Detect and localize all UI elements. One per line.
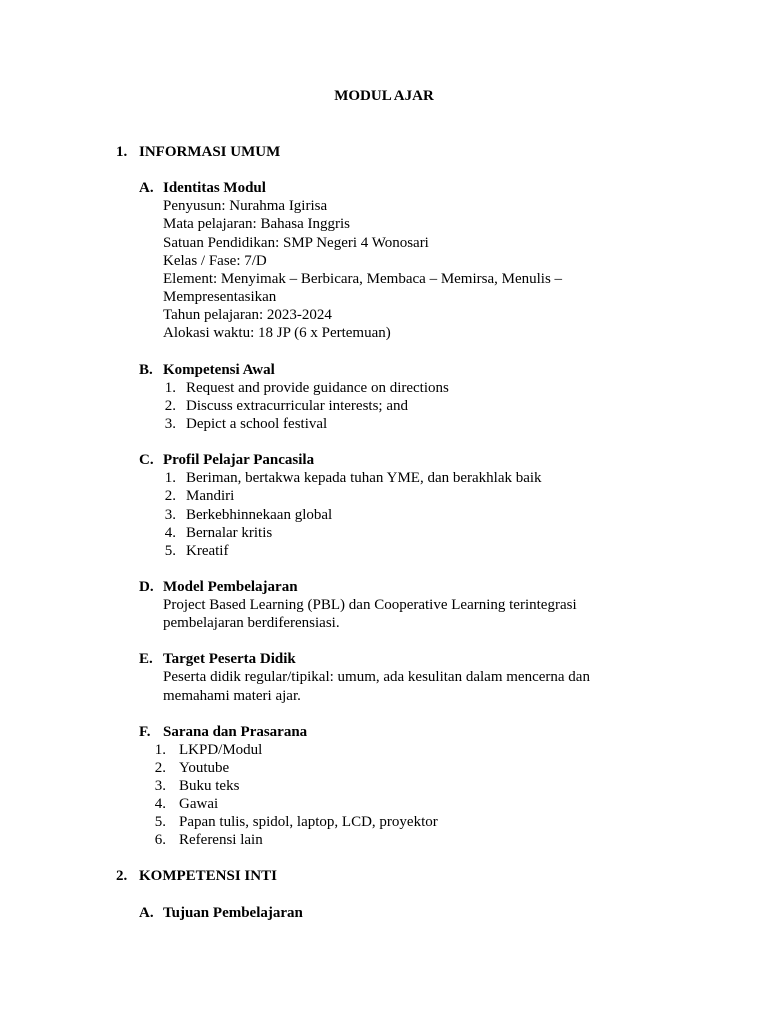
identitas-line: Mempresentasikan (163, 289, 277, 305)
subsection-letter: E. (139, 651, 153, 667)
paragraph-line: Project Based Learning (PBL) dan Cooperative Learning terintegrasi (163, 597, 577, 613)
list-item: Buku teks (179, 778, 240, 794)
subsection-heading: Model Pembelajaran (163, 579, 298, 595)
paragraph-line: pembelajaran berdiferensiasi. (163, 615, 340, 631)
identitas-line: Tahun pelajaran: 2023-2024 (163, 307, 332, 323)
list-item: Referensi lain (179, 832, 263, 848)
list-item: Kreatif (186, 543, 229, 559)
list-item: Request and provide guidance on directions (186, 380, 449, 396)
list-number: 3. (164, 507, 176, 523)
identitas-line: Kelas / Fase: 7/D (163, 253, 267, 269)
subsection-heading: Kompetensi Awal (163, 362, 275, 378)
list-number: 6. (154, 832, 166, 848)
list-number: 2. (164, 398, 176, 414)
document-title: MODUL AJAR (334, 88, 434, 104)
subsection-letter: D. (139, 579, 154, 595)
subsection-letter: B. (139, 362, 153, 378)
paragraph-line: memahami materi ajar. (163, 688, 301, 704)
list-number: 4. (154, 796, 166, 812)
list-number: 5. (164, 543, 176, 559)
identitas-line: Alokasi waktu: 18 JP (6 x Pertemuan) (163, 325, 391, 341)
list-item: Bernalar kritis (186, 525, 273, 541)
list-number: 4. (164, 525, 176, 541)
section-number: 1. (116, 144, 128, 160)
list-number: 1. (164, 380, 176, 396)
list-item: LKPD/Modul (179, 742, 263, 758)
list-number: 3. (154, 778, 166, 794)
subsection-heading: Tujuan Pembelajaran (163, 905, 303, 921)
list-number: 5. (154, 814, 166, 830)
section-heading: INFORMASI UMUM (139, 144, 281, 160)
section-number: 2. (116, 868, 128, 884)
list-item: Beriman, bertakwa kepada tuhan YME, dan berakhlak baik (186, 470, 542, 486)
subsection-letter: F. (139, 724, 151, 740)
subsection-heading: Profil Pelajar Pancasila (163, 452, 315, 468)
list-number: 2. (164, 488, 176, 504)
identitas-line: Mata pelajaran: Bahasa Inggris (163, 216, 351, 232)
identitas-line: Penyusun: Nurahma Igirisa (163, 198, 328, 214)
list-item: Depict a school festival (186, 416, 328, 432)
section-heading: KOMPETENSI INTI (139, 868, 277, 884)
paragraph-line: Peserta didik regular/tipikal: umum, ada kesulitan dalam mencerna dan (163, 669, 590, 685)
list-number: 3. (164, 416, 176, 432)
subsection-letter: A. (139, 905, 154, 921)
subsection-heading: Sarana dan Prasarana (163, 724, 308, 740)
subsection-letter: A. (139, 180, 154, 196)
list-number: 2. (154, 760, 166, 776)
identitas-line: Satuan Pendidikan: SMP Negeri 4 Wonosari (163, 235, 429, 251)
list-item: Mandiri (186, 488, 235, 504)
subsection-heading: Identitas Modul (163, 180, 266, 196)
list-item: Discuss extracurricular interests; and (186, 398, 409, 414)
subsection-letter: C. (139, 452, 154, 468)
list-item: Berkebhinnekaan global (186, 507, 333, 523)
list-number: 1. (164, 470, 176, 486)
identitas-line: Element: Menyimak – Berbicara, Membaca – Memirsa, Menulis – (163, 271, 563, 287)
subsection-heading: Target Peserta Didik (163, 651, 296, 667)
list-item: Gawai (179, 796, 219, 812)
list-item: Papan tulis, spidol, laptop, LCD, proyektor (179, 814, 438, 830)
list-item: Youtube (179, 760, 230, 776)
list-number: 1. (154, 742, 166, 758)
